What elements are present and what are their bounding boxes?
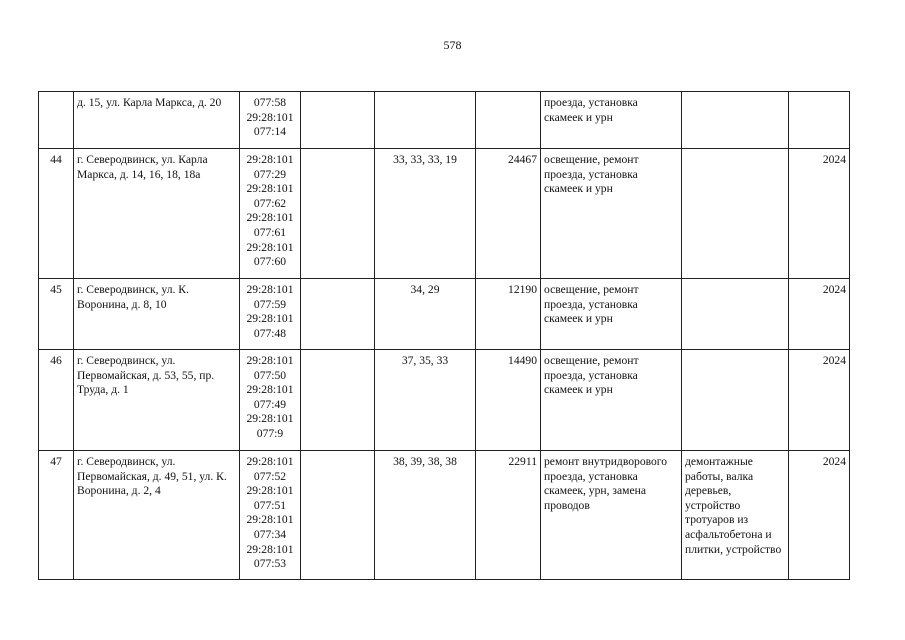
table-row <box>39 350 850 451</box>
cadastral-number: 29:28:101 <box>246 513 294 527</box>
extra-works-cell <box>682 279 789 350</box>
improvement-table <box>38 91 850 580</box>
area-cell <box>476 92 541 149</box>
extra-works-cell <box>682 149 789 279</box>
cadastral-number: 29:28:101 <box>246 182 294 196</box>
cadastral-number: 077:14 <box>253 125 287 139</box>
area-cell: 24467 <box>476 149 541 279</box>
area-cell: 12190 <box>476 279 541 350</box>
area-cell: 22911 <box>476 451 541 580</box>
extra-works-cell <box>682 92 789 149</box>
cadastral-number: 29:28:101 <box>246 412 294 426</box>
row-number: 44 <box>39 149 74 279</box>
area-cell: 14490 <box>476 350 541 451</box>
cadastral-number: 077:58 <box>253 96 287 109</box>
cadastral-number: 077:48 <box>253 326 287 340</box>
address-cell: г. Северодвинск, ул. Карла Маркса, д. 14, 16, 18, 18а <box>74 149 240 279</box>
year-cell <box>789 92 850 149</box>
year-cell: 2024 <box>789 350 850 451</box>
cadastral-number: 29:28:101 <box>246 455 294 468</box>
cadastral-number: 077:34 <box>253 527 287 541</box>
table-row <box>39 92 850 149</box>
row-number <box>39 92 74 149</box>
table-body <box>39 92 850 580</box>
cadastral-number: 29:28:101 <box>246 383 294 397</box>
cadastral-number: 077:9 <box>256 426 284 440</box>
address-cell: д. 15, ул. Карла Маркса, д. 20 <box>74 92 240 149</box>
works-cell: ремонт внутридворового проезда, установка скамеек, урн, замена проводов <box>541 451 682 580</box>
cadastral-number: 077:51 <box>253 498 287 512</box>
works-cell: проезда, установка скамеек и урн <box>541 92 682 149</box>
empty-cell <box>301 350 375 451</box>
cadastral-number: 077:62 <box>253 196 287 210</box>
address-cell: г. Северодвинск, ул. Первомайская, д. 49, 51, ул. К. Воронина, д. 2, 4 <box>74 451 240 580</box>
cadastral-cell <box>240 451 301 580</box>
cadastral-number: 077:49 <box>253 397 287 411</box>
cadastral-number: 077:29 <box>253 167 287 181</box>
floors-cell: 37, 35, 33 <box>375 350 476 451</box>
year-cell: 2024 <box>789 451 850 580</box>
cadastral-number: 29:28:101 <box>246 211 294 225</box>
address-cell: г. Северодвинск, ул. Первомайская, д. 53, 55, пр. Труда, д. 1 <box>74 350 240 451</box>
extra-works-cell <box>682 350 789 451</box>
floors-cell <box>375 92 476 149</box>
page-number: 578 <box>443 38 462 52</box>
table-row <box>39 451 850 580</box>
row-number: 47 <box>39 451 74 580</box>
year-cell: 2024 <box>789 149 850 279</box>
floors-cell: 34, 29 <box>375 279 476 350</box>
cadastral-cell <box>240 92 301 149</box>
cadastral-number: 077:60 <box>253 255 287 269</box>
table-row <box>39 279 850 350</box>
cadastral-number: 29:28:101 <box>246 283 294 296</box>
empty-cell <box>301 451 375 580</box>
address-cell: г. Северодвинск, ул. К. Воронина, д. 8, 10 <box>74 279 240 350</box>
cadastral-number: 29:28:101 <box>246 312 294 326</box>
cadastral-number: 077:61 <box>253 225 287 239</box>
cadastral-number: 077:50 <box>253 368 287 382</box>
cadastral-cell <box>240 279 301 350</box>
cadastral-number: 077:59 <box>253 297 287 311</box>
cadastral-cell <box>240 350 301 451</box>
cadastral-number: 29:28:101 <box>246 354 294 367</box>
cadastral-number: 29:28:101 <box>246 153 294 166</box>
row-number: 45 <box>39 279 74 350</box>
works-cell: освещение, ремонт проезда, установка скамеек и урн <box>541 350 682 451</box>
works-cell: освещение, ремонт проезда, установка скамеек и урн <box>541 279 682 350</box>
table-row <box>39 149 850 279</box>
cadastral-number: 29:28:101 <box>246 484 294 498</box>
cadastral-number: 077:53 <box>253 557 287 571</box>
cadastral-number: 29:28:101 <box>246 542 294 556</box>
cadastral-cell <box>240 149 301 279</box>
cadastral-number: 077:52 <box>253 469 287 483</box>
works-cell: освещение, ремонт проезда, установка скамеек и урн <box>541 149 682 279</box>
empty-cell <box>301 279 375 350</box>
empty-cell <box>301 149 375 279</box>
year-cell: 2024 <box>789 279 850 350</box>
floors-cell: 38, 39, 38, 38 <box>375 451 476 580</box>
extra-works-cell: демонтажные работы, валка деревьев, устройство тротуаров из асфальтобетона и плитки, устройство <box>682 451 789 580</box>
cadastral-number: 29:28:101 <box>246 240 294 254</box>
row-number: 46 <box>39 350 74 451</box>
cadastral-number: 29:28:101 <box>246 110 294 124</box>
floors-cell: 33, 33, 33, 19 <box>375 149 476 279</box>
empty-cell <box>301 92 375 149</box>
